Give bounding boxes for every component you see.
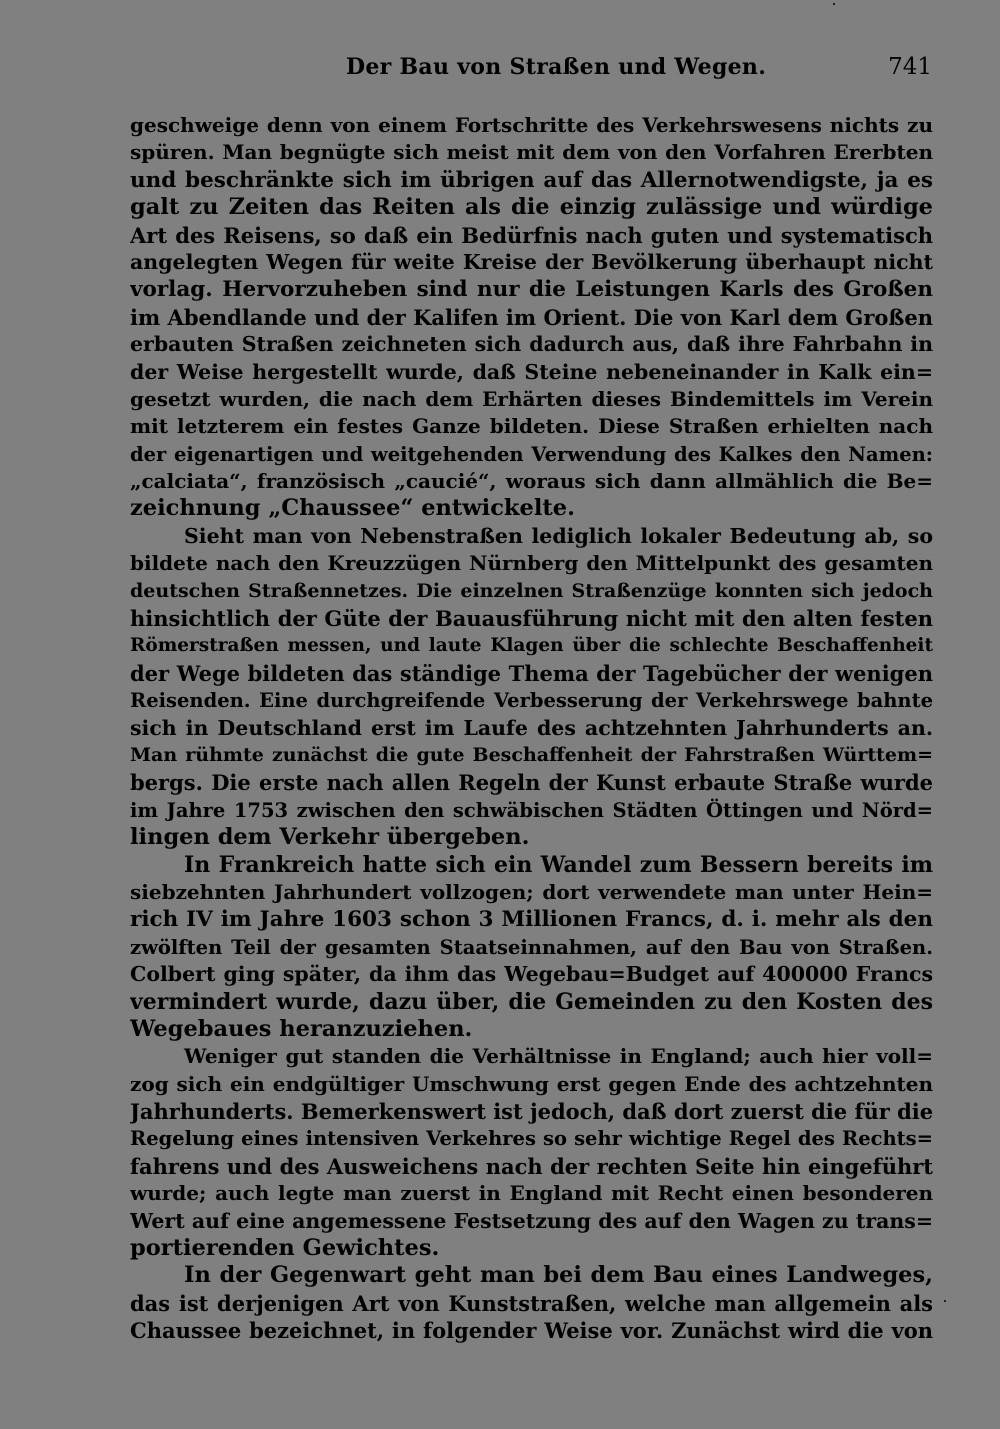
text-line: wurde; auch legte man zuerst in England mit Recht einen besonderen bbox=[130, 1181, 933, 1206]
text-line: rich IV im Jahre 1603 schon 3 Millionen Francs, d. i. mehr als den bbox=[130, 907, 933, 933]
text-line: Chaussee bezeichnet, in folgender Weise vor. Zunächst wird die von bbox=[130, 1318, 933, 1344]
text-line: der Wege bildeten das ständige Thema der Tagebücher der wenigen bbox=[130, 660, 933, 686]
text-line: das ist derjenigen Art von Kunststraßen, welche man allgemein als bbox=[130, 1290, 933, 1316]
body-text bbox=[130, 112, 933, 1345]
text-line: portierenden Gewichtes. bbox=[130, 1235, 440, 1262]
scan-speck bbox=[833, 3, 835, 5]
text-line: Römerstraßen messen, und laute Klagen über die schlechte Beschaffenheit bbox=[130, 635, 933, 657]
text-line: In der Gegenwart geht man bei dem Bau eines Landweges, bbox=[184, 1262, 933, 1289]
text-line: mit letzterem ein festes Ganze bildeten. Diese Straßen erhielten nach bbox=[130, 414, 933, 439]
text-line: lingen dem Verkehr übergeben. bbox=[130, 824, 530, 851]
text-line: Wert auf eine angemessene Festsetzung des auf den Wagen zu trans= bbox=[130, 1208, 933, 1233]
running-head bbox=[130, 54, 932, 88]
text-line: im Jahre 1753 zwischen den schwäbischen Städten Öttingen und Nörd= bbox=[130, 798, 933, 822]
text-line: im Abendlande und der Kalifen im Orient. Die von Karl dem Großen bbox=[130, 304, 933, 330]
text-line: der eigenartigen und weitgehenden Verwendung des Kalkes den Namen: bbox=[130, 442, 933, 466]
text-line: Man rühmte zunächst die gute Beschaffenheit der Fahrstraßen Württem= bbox=[130, 743, 933, 766]
text-line: Sieht man von Nebenstraßen lediglich lokaler Bedeutung ab, so bbox=[184, 523, 933, 548]
text-line: Art des Reisens, so daß ein Bedürfnis nach guten und systematisch bbox=[130, 222, 933, 248]
text-line: vermindert wurde, dazu über, die Gemeinden zu den Kosten des bbox=[130, 988, 933, 1015]
page-number: 741 bbox=[888, 54, 932, 80]
text-line: Regelung eines intensiven Verkehres so sehr wichtige Regel des Rechts= bbox=[130, 1127, 933, 1151]
text-line: Weniger gut standen die Verhältnisse in England; auch hier voll= bbox=[184, 1044, 933, 1069]
text-line: Jahrhunderts. Bemerkenswert ist jedoch, daß dort zuerst die für die bbox=[130, 1099, 933, 1125]
text-line: vorlag. Hervorzuheben sind nur die Leistungen Karls des Großen bbox=[130, 277, 933, 303]
text-line: angelegten Wegen für weite Kreise der Bevölkerung überhaupt nicht bbox=[130, 249, 933, 274]
text-line: „calciata“, französisch „caucié“, woraus sich dann allmählich die Be= bbox=[130, 469, 933, 494]
text-line: In Frankreich hatte sich ein Wandel zum Bessern bereits im bbox=[184, 851, 933, 878]
text-line: zeichnung „Chaussee“ entwickelte. bbox=[130, 495, 575, 522]
text-line: sich in Deutschland erst im Laufe des achtzehnten Jahrhunderts an. bbox=[130, 715, 933, 740]
text-line: siebzehnten Jahrhundert vollzogen; dort verwendete man unter Hein= bbox=[130, 879, 933, 904]
text-line: bildete nach den Kreuzzügen Nürnberg den Mittelpunkt des gesamten bbox=[130, 551, 933, 576]
text-line: gesetzt wurden, die nach dem Erhärten dieses Bindemittels im Verein bbox=[130, 386, 933, 411]
text-line: fahrens und des Ausweichens nach der rechten Seite hin eingeführt bbox=[130, 1153, 933, 1179]
text-line: zog sich ein endgültiger Umschwung erst gegen Ende des achtzehnten bbox=[130, 1071, 933, 1096]
text-line: Colbert ging später, da ihm das Wegebau=Budget auf 400000 Francs bbox=[130, 962, 933, 987]
text-line: spüren. Man begnügte sich meist mit dem von den Vorfahren Ererbten bbox=[130, 140, 933, 165]
text-line: Wegebaues heranzuziehen. bbox=[130, 1015, 473, 1042]
text-line: galt zu Zeiten das Reiten als die einzig zulässige und würdige bbox=[130, 194, 933, 221]
text-line: zwölften Teil der gesamten Staatseinnahmen, auf den Bau von Straßen. bbox=[130, 935, 933, 959]
scan-speck bbox=[944, 1300, 946, 1302]
text-line: hinsichtlich der Güte der Bauausführung nicht mit den alten festen bbox=[130, 606, 933, 632]
text-line: deutschen Straßennetzes. Die einzelnen Straßenzüge konnten sich jedoch bbox=[130, 579, 933, 602]
text-line: Reisenden. Eine durchgreifende Verbesserung der Verkehrswege bahnte bbox=[130, 689, 933, 713]
text-line: bergs. Die erste nach allen Regeln der Kunst erbaute Straße wurde bbox=[130, 770, 933, 796]
text-line: und beschränkte sich im übrigen auf das Allernotwendigste, ja es bbox=[130, 167, 933, 193]
text-line: geschweige denn von einem Fortschritte des Verkehrswesens nichts zu bbox=[130, 113, 933, 137]
running-title: Der Bau von Straßen und Wegen. bbox=[346, 54, 767, 80]
text-line: der Weise hergestellt wurde, daß Steine nebeneinander in Kalk ein= bbox=[130, 359, 933, 384]
text-line: erbauten Straßen zeichneten sich dadurch aus, daß ihre Fahrbahn in bbox=[130, 332, 933, 357]
